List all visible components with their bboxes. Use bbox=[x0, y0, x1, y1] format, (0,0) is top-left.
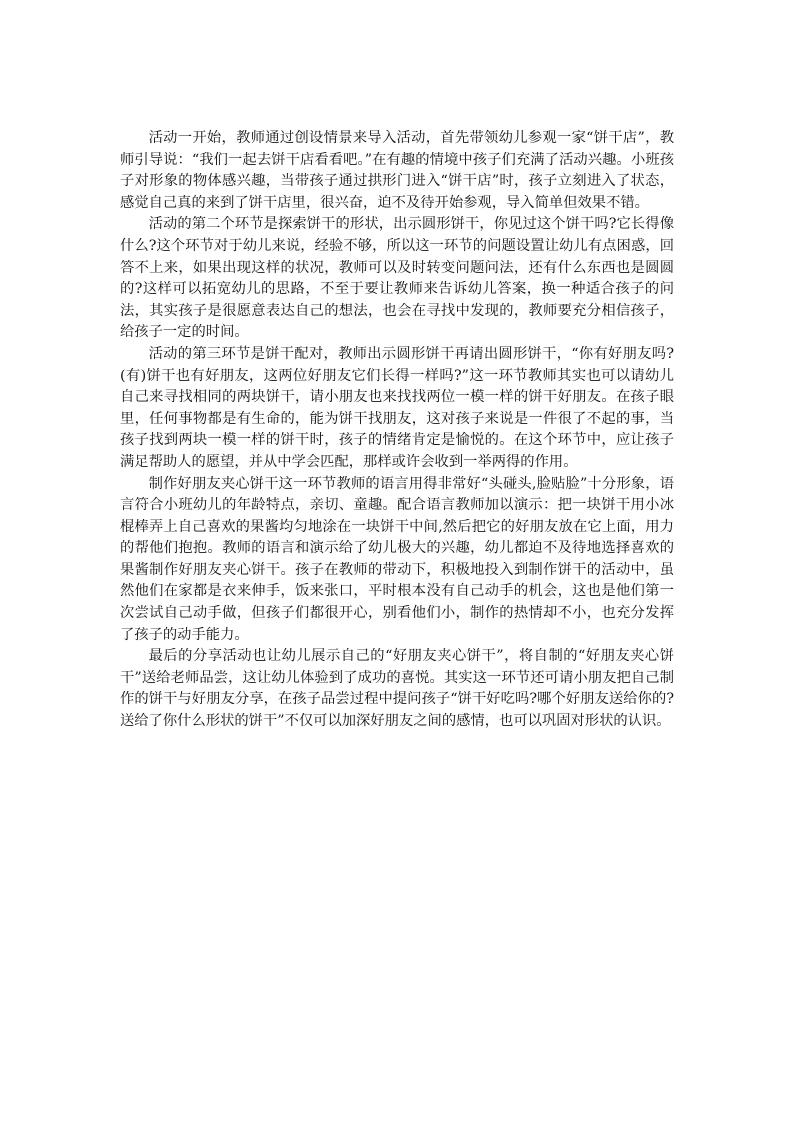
paragraph-intro-activity: 活动一开始，教师通过创设情景来导入活动，首先带领幼儿参观一家“饼干店”，教师引导说：“我们一起去饼干店看看吧。”在有趣的情境中孩子们充满了活动兴趣。小班孩子对形象的物体感兴趣，当带孩子通过拱形门进入“饼干店”时，孩子立刻进入了状态，感觉自己真的来到了饼干店里，很兴奋，迫不及待开始参观，导入简单但效果不错。 bbox=[120, 130, 674, 211]
document-body bbox=[120, 128, 674, 733]
paragraph-third-step: 活动的第三环节是饼干配对，教师出示圆形饼干再请出圆形饼干，“你有好朋友吗?(有)饼干也有好朋友，这两位好朋友它们长得一样吗?”这一环节教师其实也可以请幼儿自己来寻找相同的两块饼干，请小朋友也来找找两位一模一样的饼干好朋友。在孩子眼里，任何事物都是有生命的，能为饼干找朋友，这对孩子来说是一件很了不起的事，当孩子找到两块一模一样的饼干时，孩子的情绪肯定是愉悦的。在这个环节中，应让孩子满足帮助人的愿望，并从中学会匹配，那样或许会收到一举两得的作用。 bbox=[120, 345, 674, 470]
paragraph-sharing: 最后的分享活动也让幼儿展示自己的“好朋友夹心饼干”，将自制的“好朋友夹心饼干”送给老师品尝，这让幼儿体验到了成功的喜悦。其实这一环节还可请小朋友把自己制作的饼干与好朋友分享，在孩子品尝过程中提问孩子“饼干好吃吗?哪个好朋友送给你的?送给了你什么形状的饼干”不仅可以加深好朋友之间的感情，也可以巩固对形状的认识。 bbox=[120, 648, 674, 730]
paragraph-second-step: 活动的第二个环节是探索饼干的形状，出示圆形饼干，你见过这个饼干吗?它长得像什么?这个环节对于幼儿来说，经验不够，所以这一环节的问题设置让幼儿有点困惑，回答不上来，如果出现这样的状况，教师可以及时转变问题问法，还有什么东西也是圆圆的?这样可以拓宽幼儿的思路，不至于要让教师来告诉幼儿答案，换一种适合孩子的问法，其实孩子是很愿意表达自己的想法，也会在寻找中发现的，教师要充分相信孩子，给孩子一定的时间。 bbox=[120, 216, 674, 341]
paragraph-sandwich-cookie: 制作好朋友夹心饼干这一环节教师的语言用得非常好“头碰头,脸贴脸”十分形象，语言符合小班幼儿的年龄特点，亲切、童趣。配合语言教师加以演示：把一块饼干用小冰棍棒弄上自己喜欢的果酱均匀地涂在一块饼干中间,然后把它的好朋友放在它上面，用力的帮他们抱抱。教师的语言和演示给了幼儿极大的兴趣，幼儿都迫不及待地选择喜欢的果酱制作好朋友夹心饼干。孩子在教师的带动下，积极地投入到制作饼干的活动中，虽然他们在家都是衣来伸手，饭来张口，平时根本没有自己动手的机会，这也是他们第一次尝试自己动手做，但孩子们都很开心，别看他们小，制作的热情却不小，也充分发挥了孩子的动手能力。 bbox=[120, 475, 674, 643]
